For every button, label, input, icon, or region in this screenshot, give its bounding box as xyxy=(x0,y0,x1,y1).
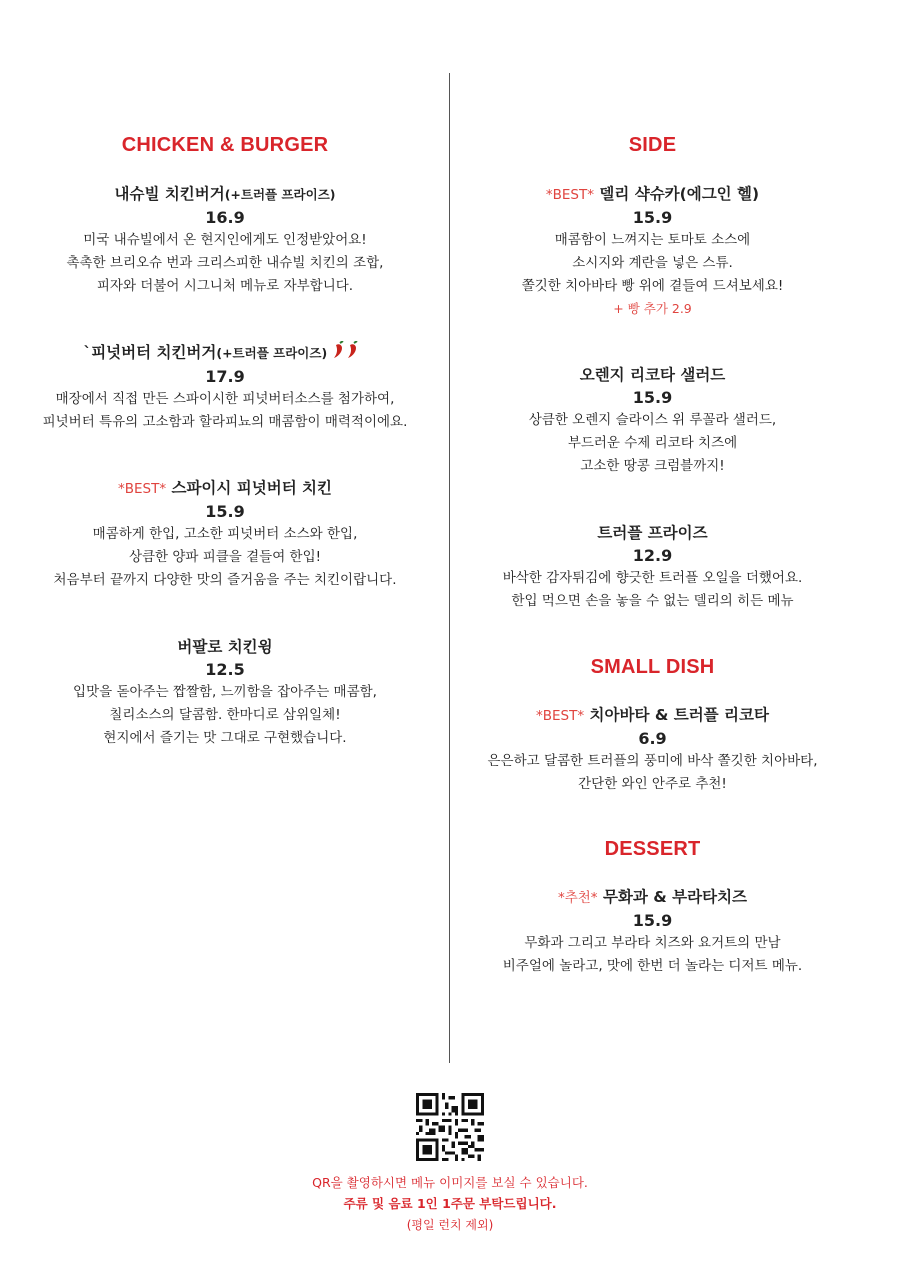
best-tag: *BEST* xyxy=(536,708,585,724)
item-description: 은은하고 달콤한 트러플의 풍미에 바삭 쫄깃한 치아바타, 간단한 와인 안주로 추천! xyxy=(487,753,818,792)
item-name: 오렌지 리코타 샐러드 xyxy=(579,366,726,384)
item-description: 매콤하게 한입, 고소한 피넛버터 소스와 한입, 상큼한 양파 피클을 곁들여 한입! 처음부터 끝까지 다양한 맛의 즐거움을 주는 치킨이랍니다. xyxy=(53,526,397,588)
item-price: 16.9 xyxy=(205,208,245,227)
item-price: 15.9 xyxy=(632,911,673,930)
item-name: *BEST* 치아바타 & 트러플 리코타 xyxy=(536,706,769,724)
item-description: 미국 내슈빌에서 온 현지인에게도 인정받았어요! 촉촉한 브리오슈 번과 크리스피한 내슈빌 치킨의 조합, 피자와 더불어 시그니처 메뉴로 자부합니다. xyxy=(66,232,384,294)
item-price: 15.9 xyxy=(632,208,673,227)
recommend-tag: *추천* xyxy=(557,890,598,906)
item-description: 입맛을 돋아주는 짭짤함, 느끼함을 잡아주는 매콤함, 칠리소스의 달콤함. 한마디로 삼위일체! 현지에서 즐기는 맛 그대로 구현했습니다. xyxy=(73,684,377,746)
menu-item xyxy=(0,636,450,750)
section-title-small-dish: SMALL DISH xyxy=(590,656,715,678)
item-name: 버팔로 치킨윙 xyxy=(177,638,273,656)
menu-item xyxy=(0,341,450,434)
bread-add-on: + 빵 추가 2.9 xyxy=(613,301,692,316)
lunch-exception-note: (평일 런치 제외) xyxy=(406,1218,494,1232)
item-price: 15.9 xyxy=(632,388,673,407)
qr-instruction: QR을 촬영하시면 메뉴 이미지를 보실 수 있습니다. xyxy=(312,1175,588,1190)
menu-item xyxy=(0,477,450,592)
order-policy: 주류 및 음료 1인 1주문 부탁드립니다. xyxy=(343,1196,557,1211)
section-title-side: SIDE xyxy=(628,134,677,156)
menu-item xyxy=(425,886,880,978)
item-description: 매콤함이 느껴지는 토마토 소스에 소시지와 계란을 넣은 스튜. 쫄깃한 치아바타 빵 위에 곁들여 드셔보세요! xyxy=(521,232,784,294)
item-price: 12.5 xyxy=(205,660,245,679)
menu-item xyxy=(425,183,880,320)
menu-item xyxy=(425,522,880,613)
item-price: 12.9 xyxy=(632,546,673,565)
item-name: *BEST* 델리 샥슈카(에그인 헬) xyxy=(545,185,760,203)
item-description: 매장에서 직접 만든 스파이시한 피넛버터소스를 첨가하여, 피넛버터 특유의 고소함과 할라피뇨의 매콤함이 매력적이에요. xyxy=(42,391,408,430)
item-description: 무화과 그리고 부라타 치즈와 요거트의 만남 비주얼에 놀라고, 맛에 한번 더 놀라는 디저트 메뉴. xyxy=(502,935,803,974)
best-tag: *BEST* xyxy=(545,187,594,203)
item-price: 15.9 xyxy=(205,502,245,521)
item-name: *추천* 무화과 & 부라타치즈 xyxy=(557,888,748,906)
section-title-dessert: DESSERT xyxy=(604,838,701,860)
item-name: *BEST* 스파이시 피넛버터 치킨 xyxy=(117,479,333,497)
menu-item xyxy=(425,704,880,796)
section-title-chicken-burger: CHICKEN & BURGER xyxy=(121,134,329,156)
best-tag: *BEST* xyxy=(117,481,167,497)
chili-pepper-icon xyxy=(333,341,367,365)
qr-code-icon[interactable] xyxy=(416,1093,484,1161)
menu-item xyxy=(0,183,450,298)
item-name: `피넛버터 치킨버거(+트러플 프라이즈) xyxy=(0,341,450,365)
item-description: 바삭한 감자튀김에 향긋한 트러플 오일을 더했어요. 한입 먹으면 손을 놓을 수 없는 델리의 히든 메뉴 xyxy=(502,570,803,609)
item-price: 6.9 xyxy=(638,729,667,748)
item-name: 트러플 프라이즈 xyxy=(597,524,708,542)
menu-item xyxy=(425,364,880,478)
item-description: 상큼한 오렌지 슬라이스 위 루꼴라 샐러드, 부드러운 수제 리코타 치즈에 고소한 땅콩 크럼블까지! xyxy=(528,412,777,474)
item-name: 내슈빌 치킨버거(+트러플 프라이즈) xyxy=(114,185,336,203)
item-price: 17.9 xyxy=(205,367,245,386)
